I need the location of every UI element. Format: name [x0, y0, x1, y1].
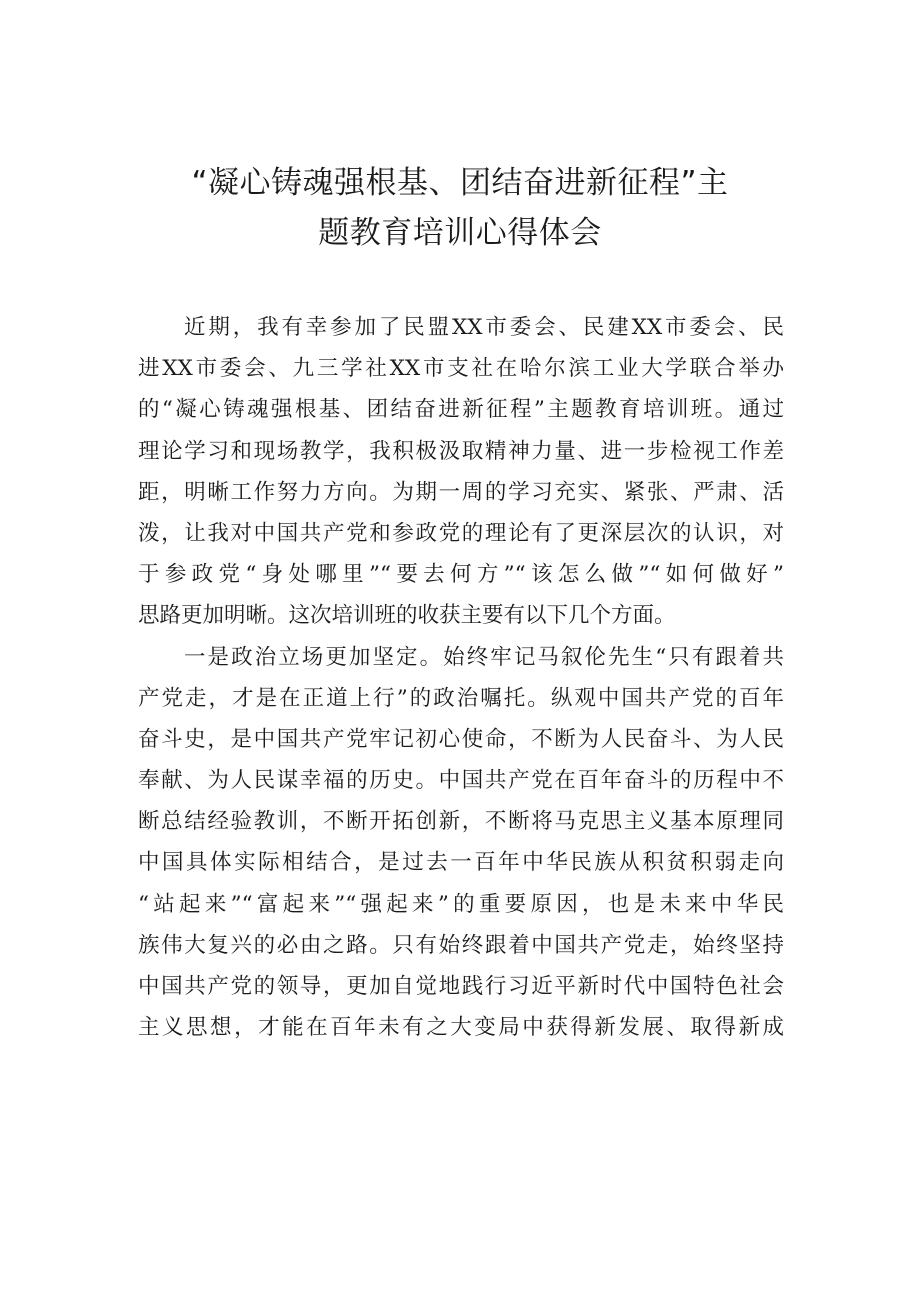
paragraph-line: 产党走，才是在正道上行”的政治嘱托。纵观中国共产党的百年	[138, 685, 784, 711]
title-line-1: “凝心铸魂强根基、团结奋进新征程”主	[191, 165, 729, 201]
paragraph-line: 一是政治立场更加坚定。始终牢记马叙伦先生“只有跟着共	[184, 644, 784, 670]
paragraph-line: 族伟大复兴的必由之路。只有始终跟着中国共产党走，始终坚持	[138, 932, 784, 958]
document-title	[120, 158, 800, 258]
paragraph-1	[138, 307, 784, 637]
paragraph-line: 奋斗史，是中国共产党牢记初心使命，不断为人民奋斗、为人民	[138, 726, 784, 752]
document-body	[138, 307, 784, 1048]
paragraph-line: 的“凝心铸魂强根基、团结奋进新征程”主题教育培训班。通过	[138, 397, 784, 423]
paragraph-line: 理论学习和现场教学，我积极汲取精神力量、进一步检视工作差	[138, 438, 784, 464]
paragraph-line: 中国具体实际相结合，是过去一百年中华民族从积贫积弱走向	[138, 850, 784, 876]
paragraph-line: 距，明晰工作努力方向。为期一周的学习充实、紧张、严肃、活	[138, 479, 784, 505]
paragraph-line: 于参政党“身处哪里”“要去何方”“该怎么做”“如何做好”	[138, 562, 784, 588]
paragraph-line: 主义思想，才能在百年未有之大变局中获得新发展、取得新成	[138, 1015, 784, 1041]
paragraph-line: 奉献、为人民谋幸福的历史。中国共产党在百年奋斗的历程中不	[138, 768, 784, 794]
paragraph-line: 进XX市委会、九三学社XX市支社在哈尔滨工业大学联合举办	[138, 356, 784, 382]
paragraph-line: 泼，让我对中国共产党和参政党的理论有了更深层次的认识，对	[138, 520, 784, 546]
paragraph-line: 断总结经验教训，不断开拓创新，不断将马克思主义基本原理同	[138, 809, 784, 835]
paragraph-line: 中国共产党的领导，更加自觉地践行习近平新时代中国特色社会	[138, 974, 784, 999]
paragraph-line: “站起来”“富起来”“强起来”的重要原因，也是未来中华民	[138, 891, 784, 917]
title-line-2: 题教育培训心得体会	[318, 215, 602, 251]
paragraph-line: 思路更加明晰。这次培训班的收获主要有以下几个方面。	[138, 603, 676, 629]
paragraph-2	[138, 637, 784, 1049]
paragraph-line: 近期，我有幸参加了民盟XX市委会、民建XX市委会、民	[184, 315, 784, 340]
